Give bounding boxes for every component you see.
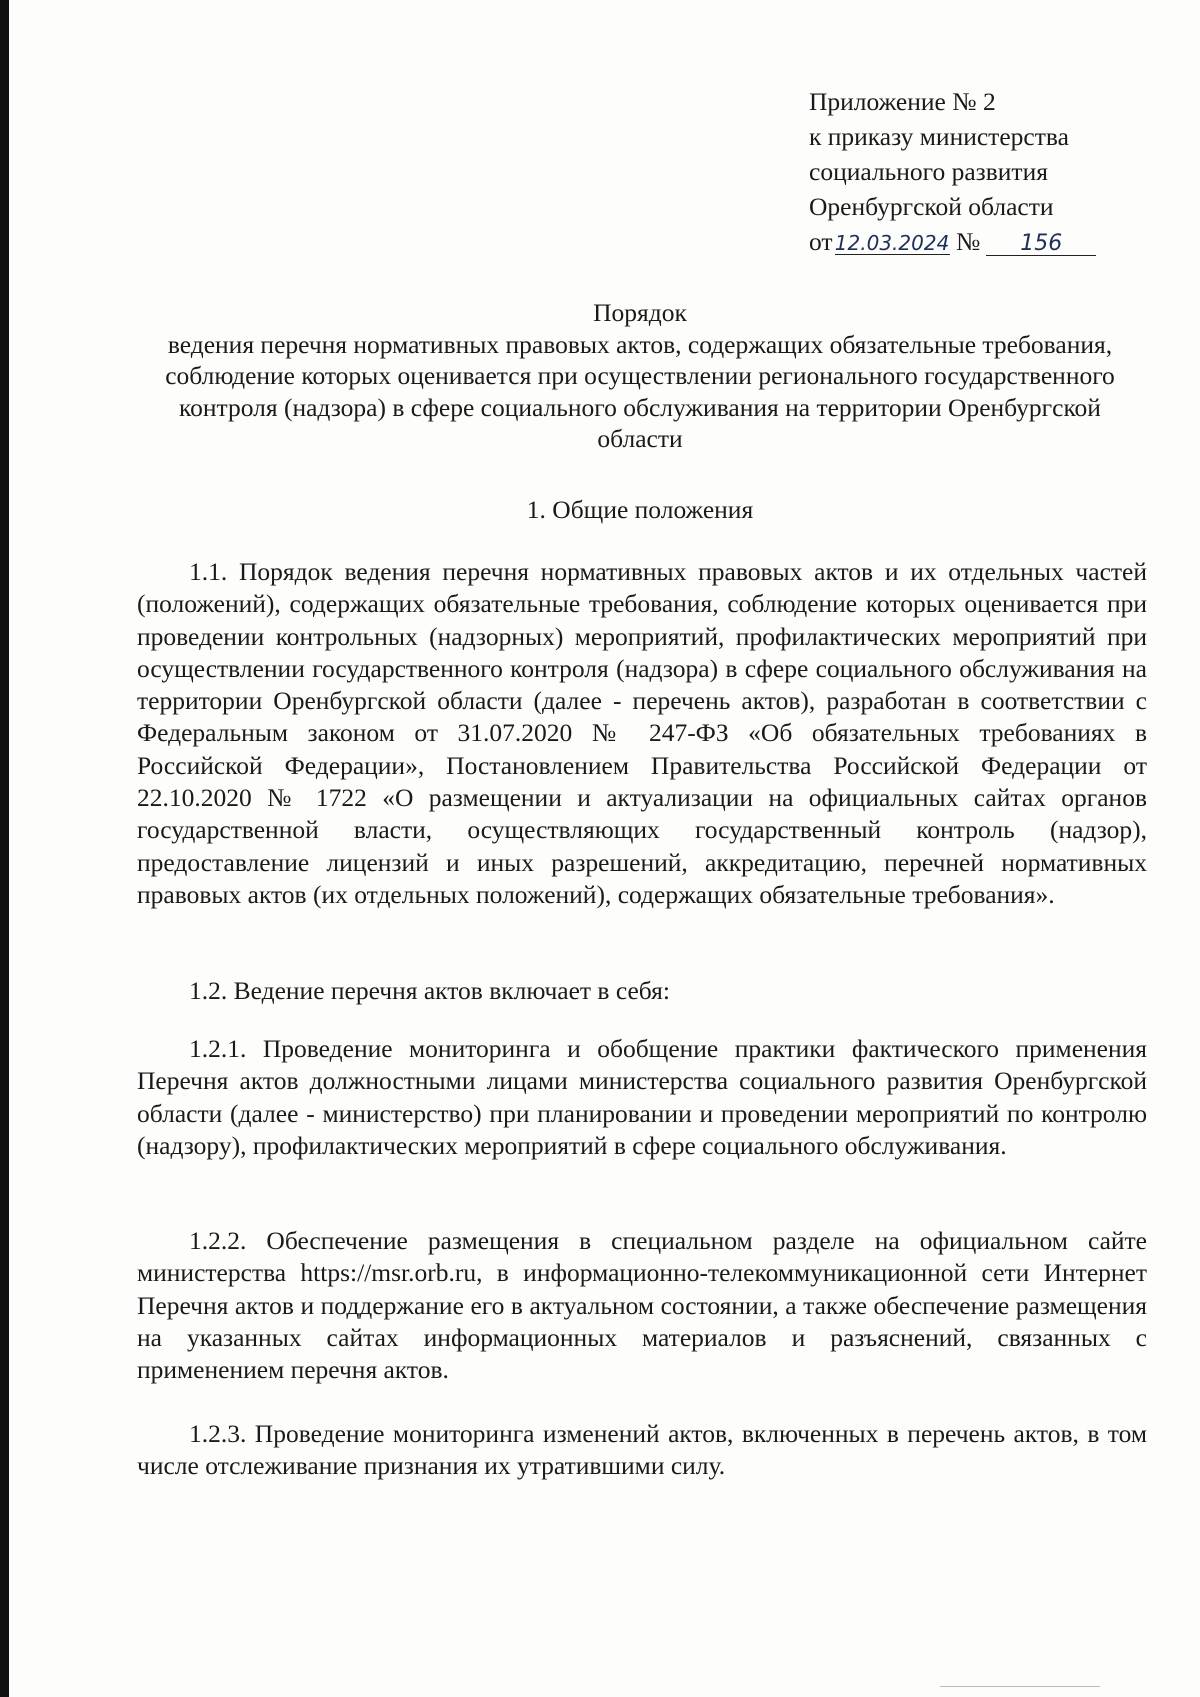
approval-line-2: к приказу министерства — [809, 122, 1069, 151]
scan-edge-artifact — [0, 0, 9, 1697]
paragraph-1-2: 1.2. Ведение перечня актов включает в себя: — [189, 976, 670, 1005]
number-label: № — [955, 227, 981, 256]
approval-date-number-line — [809, 224, 1149, 259]
approval-stamp-block — [809, 84, 1149, 259]
approval-line-1: Приложение № 2 — [809, 87, 996, 116]
title-subtitle: ведения перечня нормативных правовых актов, содержащих обязательные требования, соблюдение которых оценивается при осуществлении регионального государственного контроля (надзора) в сфере социального обслуживания на территории Оренбургской области — [165, 329, 1115, 453]
section-heading-general: 1. Общие положения — [526, 495, 754, 524]
paragraph-1-2-1: 1.2.1. Проведение мониторинга и обобщение практики фактического применения Перечня актов должностными лицами министерства социального развития Оренбургской области (далее - министерство) при планировании и проведении мероприятий по контролю (надзору), профилактических мероприятий в сфере социального обслуживания. — [137, 1034, 1147, 1160]
from-label: от — [809, 227, 833, 256]
title-main: Порядок — [593, 298, 687, 327]
paragraph-1-2-3: 1.2.3. Проведение мониторинга изменений актов, включенных в перечень актов, в том числе отслеживание признания их утратившими силу. — [137, 1419, 1147, 1481]
paragraph-1-1: 1.1. Порядок ведения перечня нормативных правовых актов и их отдельных частей (положений), содержащих обязательные требования, соблюдение которых оценивается при проведении контрольных (надзорных) мероприятий, профилактических мероприятий при осуществлении государственного контроля (надзора) в сфере социального обслуживания на территории Оренбургской области (далее - перечень актов), разработан в соответствии с Федеральным законом от 31.07.2020 № 247-ФЗ «Об обязательных требованиях в Российской Федерации», Постановлением Правительства Российской Федерации от 22.10.2020 № 1722 «О размещении и актуализации на официальных сайтах органов государственной власти, осуществляющих государственный контроль (надзор), предоставление лицензий и иных разрешений, аккредитацию, перечней нормативных правовых актов (их отдельных положений), содержащих обязательные требования». — [137, 557, 1147, 909]
document-title — [140, 297, 1140, 455]
approval-line-4: Оренбургской области — [809, 192, 1054, 221]
handwritten-date: 12.03.2024 — [834, 231, 950, 255]
approval-line-3: социального развития — [809, 157, 1048, 186]
scan-bottom-artifact — [940, 1686, 1100, 1687]
paragraph-1-2-2: 1.2.2. Обеспечение размещения в специальном разделе на официальном сайте министерства https://msr.orb.ru, в информационно-телекоммуникационной сети Интернет Перечня актов и поддержание его в актуальном состоянии, а также обеспечение размещения на указанных сайтах информационных материалов и разъяснений, связанных с применением перечня актов. — [137, 1226, 1147, 1385]
handwritten-number: 156 — [986, 233, 1096, 256]
